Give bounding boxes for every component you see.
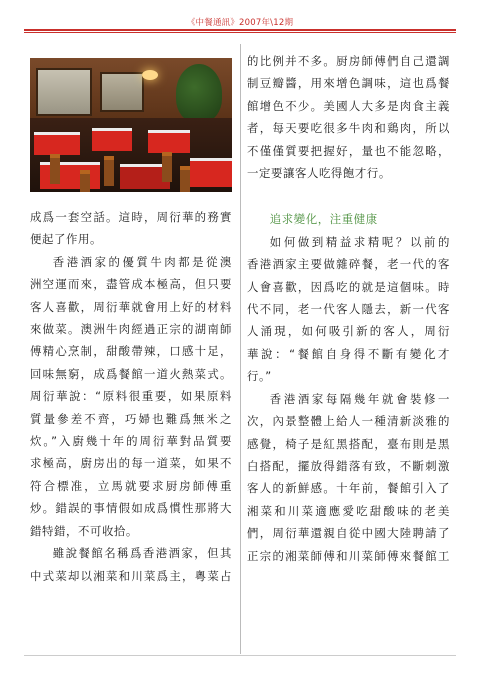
right-line-19: 湘菜和川菜適應愛吃甜酸味的老美 [247, 503, 450, 518]
right-line-21: 正宗的湘菜師傅和川菜師傅來餐館工 [247, 548, 450, 563]
right-line-5: 不僅僅質要把握好，量也不能忽略， [247, 143, 450, 158]
left-line-1: 成爲一套空話。這時，周衍華的務實 [30, 210, 232, 224]
left-line-5: 客人喜歡，周衍華就會用上好的材料 [30, 299, 232, 314]
right-line-9: 人會喜歡，因爲吃的就是這個味。時 [247, 279, 450, 294]
left-line-15: 錯特錯，不可收拾。 [30, 523, 138, 538]
right-line-11: 人涌現，如何吸引新的客人，周衍 [247, 324, 450, 339]
right-line-15: 次，內景整體上給人一種清新淡雅的 [247, 414, 450, 429]
left-column [30, 206, 232, 587]
right-line-7: 如何做到精益求精呢？以前的 [269, 234, 450, 249]
right-line-1: 的比例并不多。厨房師傅們自己還調 [247, 54, 450, 68]
right-line-2: 制豆瓣醬，用來增色調味，這也爲餐 [247, 76, 450, 91]
running-head: 《中餐通訊》2007年\12期 [186, 18, 294, 28]
left-line-16: 雖說餐館名稱爲香港酒家，但其 [52, 546, 232, 561]
right-line-12: 華說：“餐館自身得不斷有變化才 [247, 346, 450, 361]
header-rule [24, 29, 456, 31]
column-divider [240, 44, 241, 654]
right-line-8: 香港酒家主要做雜碎餐，老一代的客 [247, 257, 450, 272]
right-line-13: 行。” [247, 369, 272, 384]
left-line-7: 傅精心烹制，甜酸帶辣，口感十足， [30, 344, 232, 359]
left-line-12: 求極高，廚房出的每一道菜，如果不 [30, 456, 232, 471]
section-heading: 追求變化，注重健康 [269, 212, 378, 227]
left-line-4: 洲空運而來，盡管成本極高，但只要 [30, 277, 232, 292]
right-line-18: 客人的新鮮感。十年前，餐館引入了 [247, 481, 450, 496]
left-line-14: 炒。錯誤的事情假如成爲慣性那將大 [30, 501, 232, 516]
left-line-17: 中式菜却以湘菜和川菜爲主，粵菜占 [30, 568, 232, 583]
header-rule-thin [24, 32, 456, 33]
right-line-6: 一定要讓客人吃得飽才行。 [247, 166, 391, 181]
right-line-14: 香港酒家每隔幾年就會裝修一 [269, 391, 450, 406]
left-line-11: 炊。”入廚幾十年的周衍華對品質要 [30, 434, 232, 449]
left-line-3: 香港酒家的優質牛肉都是從澳 [52, 254, 232, 269]
left-line-9: 周衍華說：“原料很重要，如果原料 [30, 389, 232, 404]
left-line-13: 符合標准，立馬就要求厨房師傅重 [30, 478, 232, 493]
restaurant-photo [30, 58, 232, 192]
left-line-8: 回味無窮，成爲餐館一道火熱菜式。 [30, 366, 232, 381]
right-column [247, 50, 450, 567]
right-line-16: 感覺，椅子是紅黑搭配，臺布則是黑 [247, 436, 450, 451]
right-line-4: 者，每天要吃很多牛肉和鶏肉，所以 [247, 121, 450, 136]
right-line-20: 們，周衍華還親自從中國大陸聘請了 [247, 526, 450, 541]
right-line-17: 白搭配，擺放得錯落有致，不斷刺激 [247, 458, 450, 473]
footer-rule [24, 655, 456, 656]
right-line-10: 代不同，老一代客人隱去，新一代客 [247, 302, 450, 317]
left-line-6: 來做菜。澳洲牛肉經過正宗的湖南師 [30, 322, 232, 337]
right-line-3: 館增色不少。美國人大多是肉食主義 [247, 98, 450, 113]
left-line-10: 質量參差不齊，巧婦也難爲無米之 [30, 411, 232, 426]
left-line-2: 便起了作用。 [30, 232, 102, 247]
